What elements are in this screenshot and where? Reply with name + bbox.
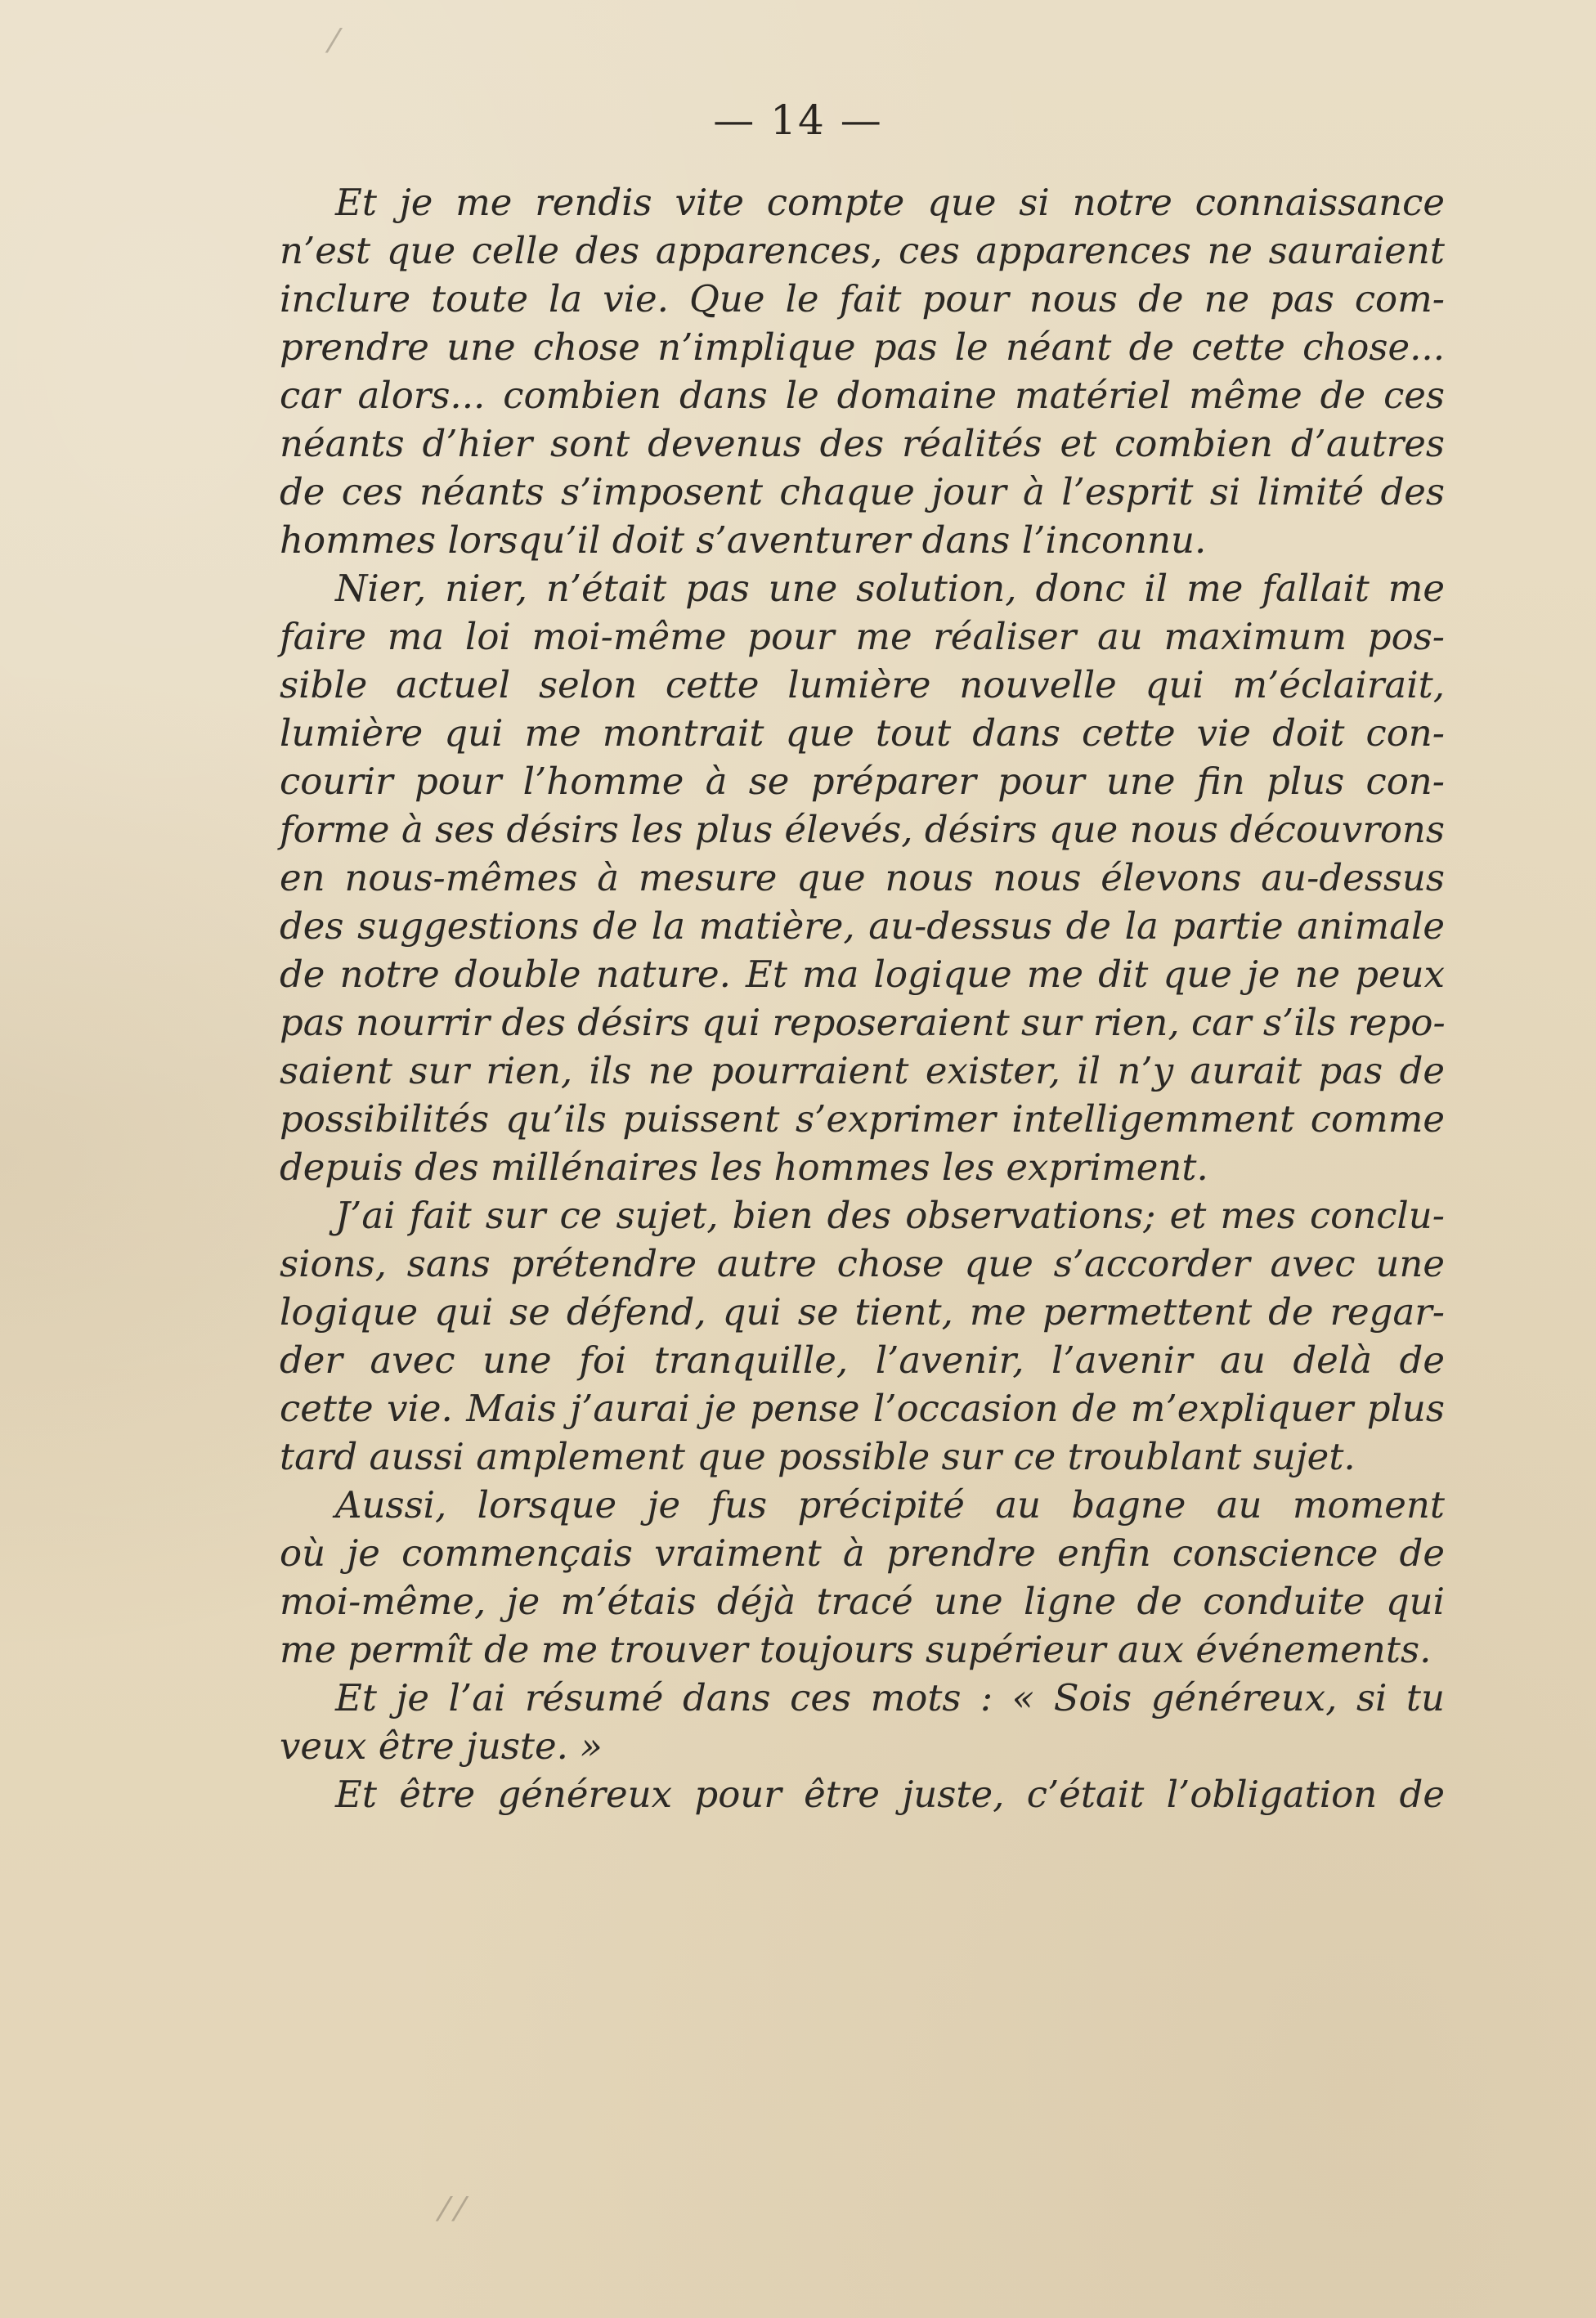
text-line: de ces néants s’imposent chaque jour à l’esprit si limité des — [280, 470, 1445, 513]
text-line: en nous-mêmes à mesure que nous nous élevons au-dessus — [280, 856, 1445, 899]
text-line: Nier, nier, n’était pas une solution, donc il me fallait me — [335, 567, 1445, 610]
text-line: néants d’hier sont devenus des réalités et combien d’autres — [280, 422, 1445, 465]
pencil-mark: ⁄ ⁄ — [442, 2191, 464, 2229]
text-line: Et être généreux pour être juste, c’était l’obligation de — [335, 1773, 1445, 1816]
text-line: tard aussi amplement que possible sur ce troublant sujet. — [280, 1435, 1356, 1478]
text-line: n’est que celle des apparences, ces apparences ne sauraient — [280, 229, 1445, 272]
text-line: de notre double nature. Et ma logique me dit que je ne peux — [280, 953, 1445, 996]
text-line: moi-même, je m’étais déjà tracé une ligne de conduite qui — [280, 1580, 1445, 1623]
text-line: prendre une chose n’implique pas le néant de cette chose... — [280, 325, 1445, 369]
text-line: Et je me rendis vite compte que si notre connaissance — [335, 181, 1445, 224]
text-line: car alors... combien dans le domaine matériel même de ces — [280, 374, 1445, 417]
text-line: pas nourrir des désirs qui reposeraient sur rien, car s’ils repo- — [280, 1001, 1446, 1044]
text-line: Aussi, lorsque je fus précipité au bagne au moment — [335, 1483, 1445, 1527]
text-line: Et je l’ai résumé dans ces mots : « Sois généreux, si tu — [335, 1676, 1445, 1719]
text-line: J’ai fait sur ce sujet, bien des observations; et mes conclu- — [335, 1194, 1445, 1237]
text-line: der avec une foi tranquille, l’avenir, l’avenir au delà de — [280, 1338, 1445, 1382]
text-line: hommes lorsqu’il doit s’aventurer dans l’inconnu. — [280, 518, 1207, 562]
text-line: faire ma loi moi-même pour me réaliser au maximum pos- — [280, 615, 1445, 658]
text-line: des suggestions de la matière, au-dessus de la partie animale — [280, 904, 1445, 948]
text-line: sions, sans prétendre autre chose que s’accorder avec une — [280, 1242, 1445, 1285]
text-line: forme à ses désirs les plus élevés, désirs que nous découvrons — [280, 808, 1445, 851]
text-line: me permît de me trouver toujours supérieur aux événements. — [280, 1628, 1432, 1671]
text-line: courir pour l’homme à se préparer pour une fin plus con- — [280, 760, 1445, 803]
text-line: où je commençais vraiment à prendre enfin conscience de — [280, 1531, 1445, 1575]
text-line: depuis des millénaires les hommes les expriment. — [280, 1146, 1208, 1189]
text-line: saient sur rien, ils ne pourraient exister, il n’y aurait pas de — [280, 1049, 1445, 1092]
text-line: lumière qui me montrait que tout dans cette vie doit con- — [280, 711, 1445, 755]
pencil-mark: ⁄ — [331, 23, 337, 61]
page-number: — 14 — — [713, 96, 883, 144]
text-line: logique qui se défend, qui se tient, me permettent de regar- — [280, 1290, 1445, 1334]
text-line: sible actuel selon cette lumière nouvelle qui m’éclairait, — [280, 663, 1445, 706]
text-line: cette vie. Mais j’aurai je pense l’occasion de m’expliquer plus — [280, 1387, 1445, 1430]
text-line: possibilités qu’ils puissent s’exprimer intelligemment comme — [280, 1097, 1445, 1141]
body-text — [280, 178, 1445, 1818]
text-line: inclure toute la vie. Que le fait pour nous de ne pas com- — [280, 277, 1445, 321]
text-line: veux être juste. » — [280, 1724, 603, 1768]
